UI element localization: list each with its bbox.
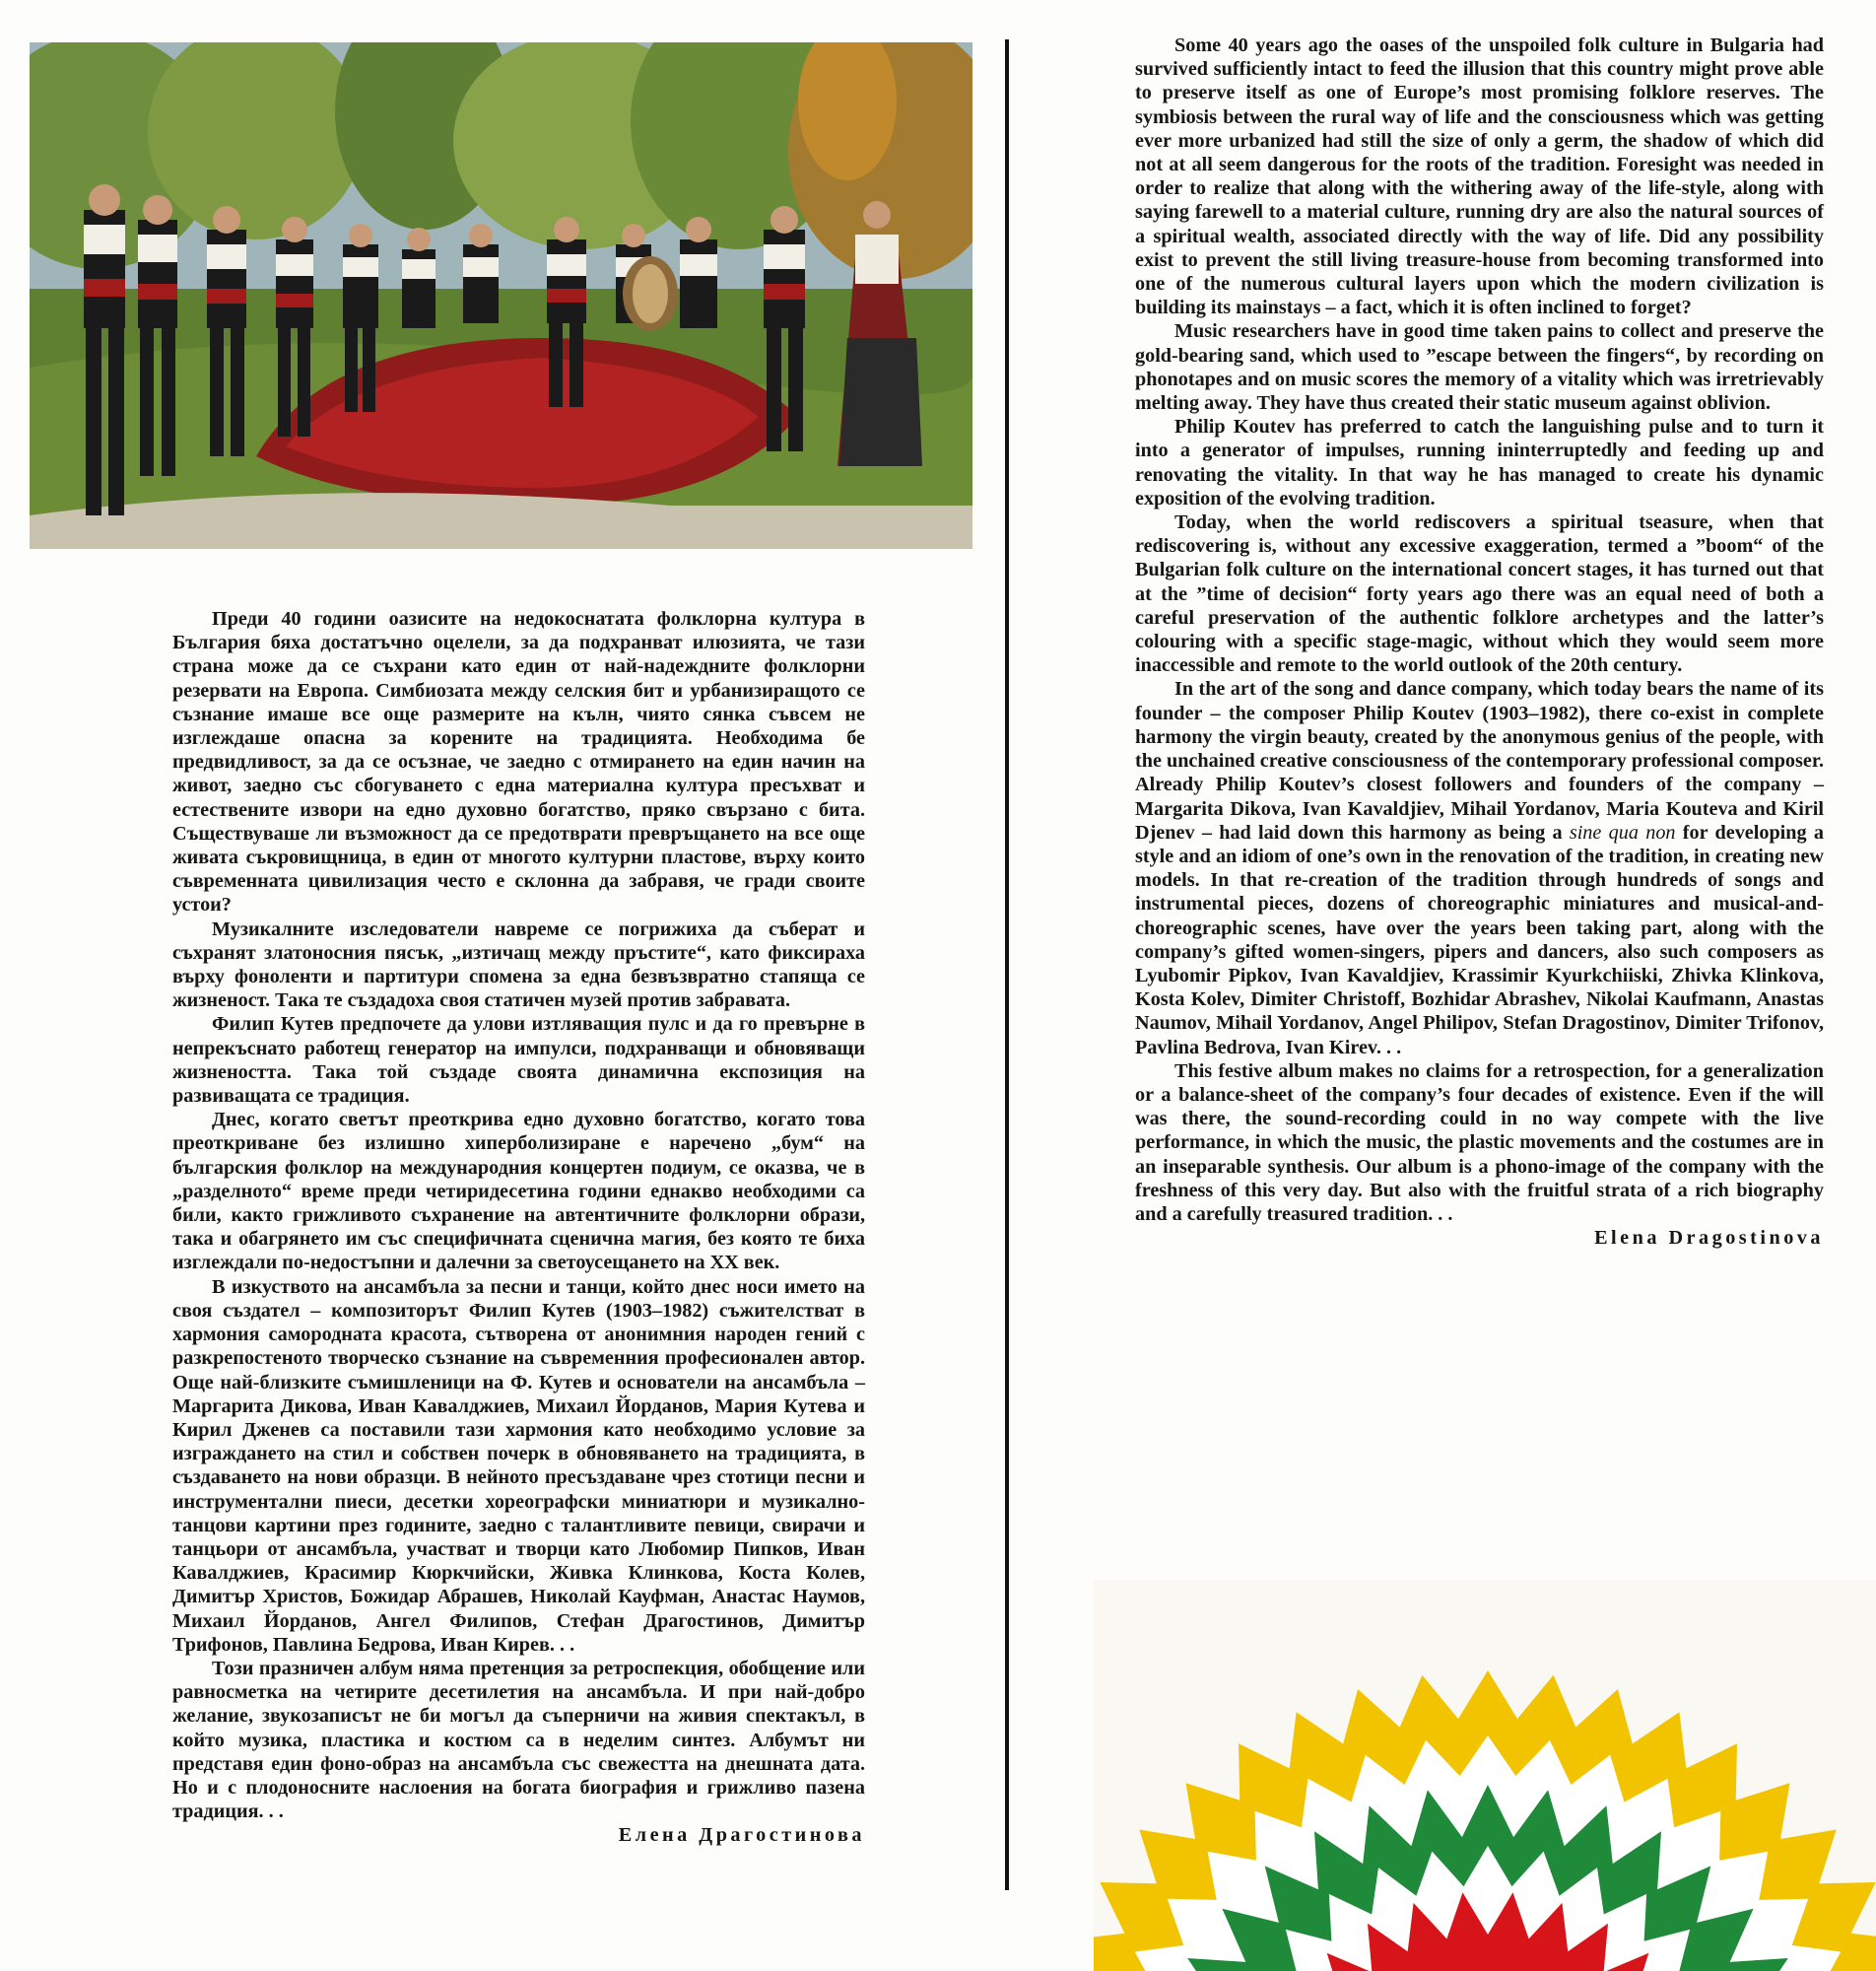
tricolor-sunburst-emblem bbox=[1094, 1580, 1876, 1971]
bulgarian-paragraph: Преди 40 години оазисите на недокоснатата фолклорна култура в България бяха достатъчно оцелели, за да подхранват илюзията, че тази страна може да се съхрани като един от най-надеждните фолклорни резервати на Европа. Симбиозата между селския бит и урбанизиращото се съзнание имаше все още размерите на кълн, чиято сянка съвсем не изглеждаше опасна за корените на традицията. Необходима бе предвидливост, за да се осъзнае, че заедно с отмирането на един начин на живот, заедно със сбогуването с една материална култура пресъхват и естествените извори на едно духовно богатство, пряко свързано с бита. Съществуваше ли възможност да се предотврати превръщането на все още живата съкровищница, в един от многото културни пластове, върху които съвременната цивилизация често е склонна да забравя, че гради своите устои? bbox=[172, 608, 865, 917]
english-signature: Elena Dragostinova bbox=[1594, 1227, 1824, 1250]
bulgarian-paragraph: В изкуството на ансамбъла за песни и танци, който днес носи името на своя създател – композиторът Филип Кутев (1903–1982) съжителстват в хармония самородната красота, сътворена от анонимния народен гений с разкрепостеното творческо съзнание на съвременния професионален автор. Още най-близките съмишленици на Ф. Кутев и основатели на ансамбъла – Маргарита Дикова, Иван Кавалджиев, Михаил Йорданов, Мария Кутева и Кирил Дженев са поставили тази хармония като необходимо условие за изграждането на стил и собствен почерк в обновяването на традицията, в създаването на нови образци. В нейното пресъздаване чрез стотици песни и инструментални пиеси, десетки хореографски миниатюри и музикално-танцови картини през годините, заедно с талантливите певици, свирачи и танцьори от ансамбъла, участват и творци като Любомир Пипков, Иван Кавалджиев, Красимир Кюркчийски, Живка Клинкова, Коста Колев, Димитър Христов, Божидар Абрашев, Николай Кауфман, Анастас Наумов, Михаил Йорданов, Ангел Филипов, Стефан Драгостинов, Димитър Трифонов, Павлина Бедрова, Иван Кирев. . . bbox=[172, 1275, 865, 1656]
bulgarian-signature: Елена Драгостинова bbox=[618, 1824, 865, 1847]
english-paragraph: Some 40 years ago the oases of the unspoiled folk culture in Bulgaria had survived sufficiently intact to feed the illusion that this country might prove able to preserve itself as one of Europe’s most promising folklore reserves. The symbiosis between the rural way of life and the consciousness which was getting ever more urbanized had still the size of only a germ, the shadow of which did not at all seem dangerous for the roots of the tradition. Foresight was needed in order to realize that along with the withering away of the life-style, along with saying farewell to a material culture, running dry are also the natural sources of a spiritual wealth, associated directly with the way of life. Did any possibility exist to prevent the still living treasure-house from becoming transformed into one of the numerous cultural layers upon which the modern civilization is building its mainstays – a fact, which it is often inclined to forget? bbox=[1135, 34, 1824, 319]
bulgarian-paragraph: Музикалните изследователи навреме се погрижиха да съберат и съхранят златоносния пясък, „изтичащ между пръстите“, като фиксираха върху фоноленти и партитури спомена за една безвъзвратно стапяща се жизненост. Така те създадоха своя статичен музей против забравата. bbox=[172, 918, 865, 1012]
sunburst-graphic bbox=[1094, 1580, 1876, 1971]
bulgarian-paragraph: Този празничен албум няма претенция за ретроспекция, обобщение или равносметка на четирите десетилетия на ансамбъла. И при най-добро желание, звукозаписът не би могъл да съперничи на живия спектакъл, в който музика, пластика и костюм са в неделим синтез. Албумът ни представя един фоно-образ на ансамбъла със свежестта на днешната дата. Но и с плодоносните наслоения на богата биография и грижливо пазена традиция. . . bbox=[172, 1657, 865, 1823]
latin-phrase: sine qua non bbox=[1569, 821, 1676, 844]
english-text-span: for developing a style and an idiom of one’s own in the renovation of the tradition, in creating new models. In that re-creation of the tradition through hundreds of songs and instrumental pieces, dozens of choreographic miniatures and musical-and-choreographic scenes, have over the years been taking part, along with the company’s gifted women-singers, pipers and dancers, also such composers as Lyubomir Pipkov, Ivan Kavaldjiev, Krassimir Kyurkchiiski, Zhivka Klinkova, Kosta Kolev, Dimiter Christoff, Bozhidar Abrashev, Nikolai Kaufmann, Anastas Naumov, Mihail Yordanov, Angel Philipov, Stefan Dragostinov, Dimiter Trifonov, Pavlina Bedrova, Ivan Kirev. . . bbox=[1135, 821, 1824, 1058]
folk-ensemble-photo bbox=[30, 42, 972, 549]
english-paragraph bbox=[1135, 677, 1824, 1058]
english-paragraph: Philip Koutev has preferred to catch the languishing pulse and to turn it into a generator of impulses, running ininterruptedly and feeding up and renovating the vitality. In that way he has managed to create his dynamic exposition of the evolving tradition. bbox=[1135, 416, 1824, 510]
bulgarian-paragraph: Филип Кутев предпочете да улови изтляващия пулс и да го превърне в непрекъснато работещ генератор на импулси, подхранващи и обновяващи жизнеността. Така той създаде своята динамична експозиция на развиващата се традиция. bbox=[172, 1013, 865, 1108]
column-divider bbox=[1005, 39, 1009, 1890]
bulgarian-text-column bbox=[172, 607, 865, 1848]
english-paragraph: This festive album makes no claims for a retrospection, for a generalization or a balance-sheet of the company’s four decades of existence. Even if the will was there, the sound-recording could in no way compete with the live performance, in which the music, the plastic movements and the costumes are in an inseparable synthesis. Our album is a phono-image of the company with the freshness of this very day. But also with the fruitful strata of a rich biography and a carefully treasured tradition. . . bbox=[1135, 1059, 1824, 1225]
bulgarian-paragraph: Днес, когато светът преоткрива едно духовно богатство, когато това преоткриване без излишно хиперболизиране е наречено „бум“ на българския фолклор на международния концертен подиум, се оказва, че в „разделното“ време преди четиридесетина години еднакво необходими са били, както грижливото съхранение на автентичните фолклорни образи, така и обагрянето им със специфичната сценична магия, без която те биха изглеждали по-недостъпни и далечни за светоусещането на XX век. bbox=[172, 1109, 865, 1274]
english-text-column bbox=[1135, 34, 1824, 1250]
photo-illustration bbox=[30, 42, 972, 549]
english-text-span: In the art of the song and dance company, which today bears the name of its founder – the composer Philip Koutev (1903–1982), there co-exist in complete harmony the virgin beauty, created by the anonymous genius of the people, with the unchained creative consciousness of the contemporary professional composer. Already Philip Koutev’s closest followers and founders of the company – Margarita Dikova, Ivan Kavaldjiev, Mihail Yordanov, Maria Kouteva and Kiril Djenev – had laid down this harmony as being a bbox=[1135, 678, 1824, 844]
english-paragraph: Music researchers have in good time taken pains to collect and preserve the gold-bearing sand, which used to ”escape between the fingers“, by recording on phonotapes and on music scores the memory of a vitality which was irretrievably melting away. They have thus created their static museum against oblivion. bbox=[1135, 320, 1824, 415]
english-paragraph: Today, when the world rediscovers a spiritual tseasure, when that rediscovering is, without any excessive exaggeration, termed a ”boom“ of the Bulgarian folk culture on the international concert stages, it has turned out that at the ”time of decision“ forty years ago there was an equal need of both a careful preservation of the authentic folklore archetypes and the latter’s colouring with a specific stage-magic, without which they would seem more inaccessible and remote to the world outlook of the 20th century. bbox=[1135, 511, 1824, 677]
